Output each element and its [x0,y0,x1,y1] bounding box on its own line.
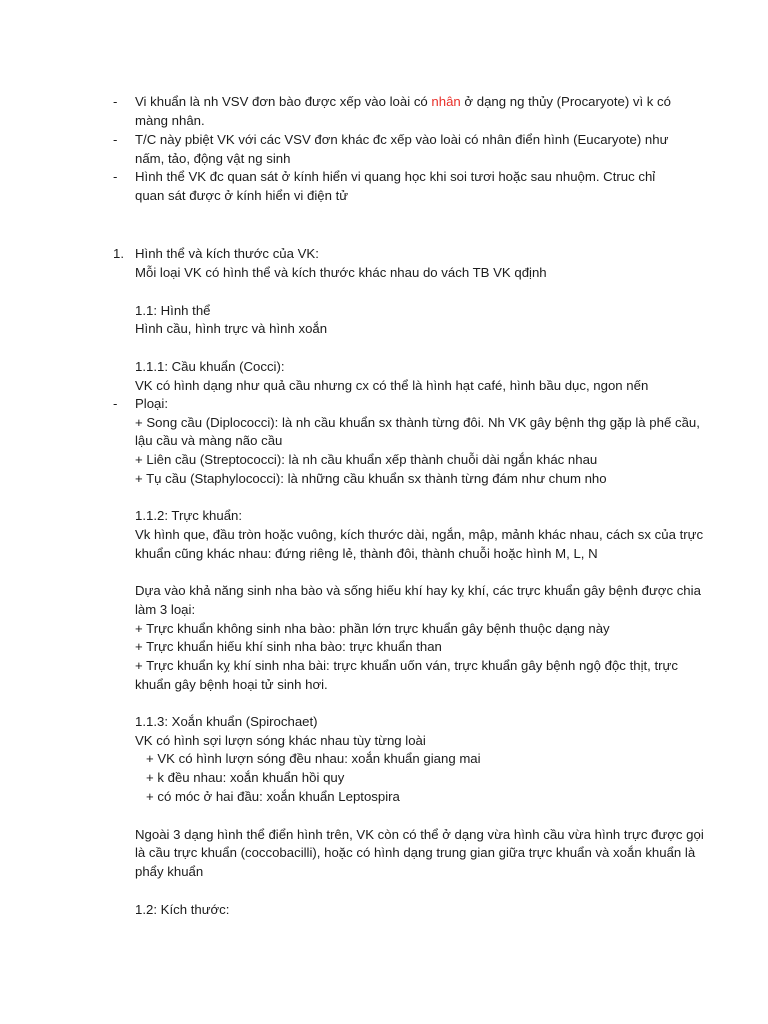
bullet-text [135,93,675,130]
types-label: Ploại: [135,396,168,411]
text-segment: Vi khuẩn là nh VSV đơn bào được xếp vào loài có [135,94,432,109]
heading-1-1-2: 1.1.2: Trực khuẩn: [135,508,243,523]
highlight-word: nhân [431,94,461,109]
paragraph-line: + Liên cầu (Streptococci): là nh cầu khuẩn xếp thành chuỗi dài ngắn khác nhau [135,452,598,467]
paragraph-line: Vk hình que, đầu tròn hoặc vuông, kích thước dài, ngắn, mập, mảnh khác nhau, cách sx của trực [135,527,704,542]
paragraph-line: phẩy khuẩn [135,864,204,879]
paragraph-line: + Song cầu (Diplococci): là nh cầu khuẩn sx thành từng đôi. Nh VK gây bệnh thg gặp là phế cầu, [135,415,700,430]
paragraph-line: + k đều nhau: xoắn khuẩn hồi quy [146,770,345,785]
paragraph-line: khuẩn cũng khác nhau: đứng riêng lẻ, thành đôi, thành chuỗi hoặc hình M, L, N [135,546,598,561]
heading-1-2: 1.2: Kích thước: [135,902,230,917]
paragraph-line: làm 3 loại: [135,602,196,617]
paragraph-line: Dựa vào khả năng sinh nha bào và sống hiếu khí hay kỵ khí, các trực khuẩn gây bệnh được chia [135,583,701,598]
bullet-text: Hình thể VK đc quan sát ở kính hiển vi quang học khi soi tươi hoặc sau nhuộm. Ctruc chỉ quan sát được ở kính hiển vi điện tử [135,169,656,203]
heading-1-1: 1.1: Hình thể [135,303,211,318]
paragraph-line: lậu cầu và màng não cầu [135,433,283,448]
paragraph-line: + Trực khuẩn kỵ khí sinh nha bài: trực khuẩn uốn ván, trực khuẩn gây bệnh ngộ độc thịt, trực [135,658,678,673]
bullet-dash: - [113,94,118,109]
text-segment: ở dạng ng thủy (Procaryote) vì k có màng nhân. [135,94,671,128]
paragraph-line: VK có hình sợi lượn sóng khác nhau tùy từng loài [135,733,426,748]
paragraph-line: + có móc ở hai đầu: xoắn khuẩn Leptospira [146,789,400,804]
paragraph-line: + Trực khuẩn không sinh nha bào: phần lớn trực khuẩn gây bệnh thuộc dạng này [135,621,610,636]
paragraph-line: là cầu trực khuẩn (coccobacilli), hoặc có hình dạng trung gian giữa trực khuẩn và xoắn khuẩn là [135,845,696,860]
section-subtitle: Mỗi loại VK có hình thể và kích thước khác nhau do vách TB VK qđịnh [135,265,547,280]
paragraph-line: Hình cầu, hình trực và hình xoắn [135,321,328,336]
paragraph-line: + VK có hình lượn sóng đều nhau: xoắn khuẩn giang mai [146,751,481,766]
paragraph-line: Ngoài 3 dạng hình thể điển hình trên, VK còn có thể ở dạng vừa hình cầu vừa hình trực được gọi [135,827,704,842]
bullet-dash: - [113,132,118,147]
bullet-dash: - [113,169,118,184]
section-title: Hình thể và kích thước của VK: [135,246,319,261]
paragraph-line: + Tụ cầu (Staphylococci): là những cầu khuẩn sx thành từng đám như chum nho [135,471,607,486]
paragraph-line: khuẩn gây bệnh hoại tử sinh hơi. [135,677,328,692]
paragraph-line: + Trực khuẩn hiếu khí sinh nha bào: trực khuẩn than [135,639,442,654]
heading-1-1-3: 1.1.3: Xoắn khuẩn (Spirochaet) [135,714,318,729]
bullet-text: T/C này pbiệt VK với các VSV đơn khác đc xếp vào loài có nhân điển hình (Eucaryote) như nấm, tảo, động vật ng sinh [135,132,669,166]
section-number: 1. [113,246,124,261]
paragraph-line: VK có hình dạng như quả cầu nhưng cx có thể là hình hạt café, hình bầu dục, ngon nến [135,378,649,393]
heading-1-1-1: 1.1.1: Cầu khuẩn (Cocci): [135,359,285,374]
bullet-dash: - [113,396,118,411]
